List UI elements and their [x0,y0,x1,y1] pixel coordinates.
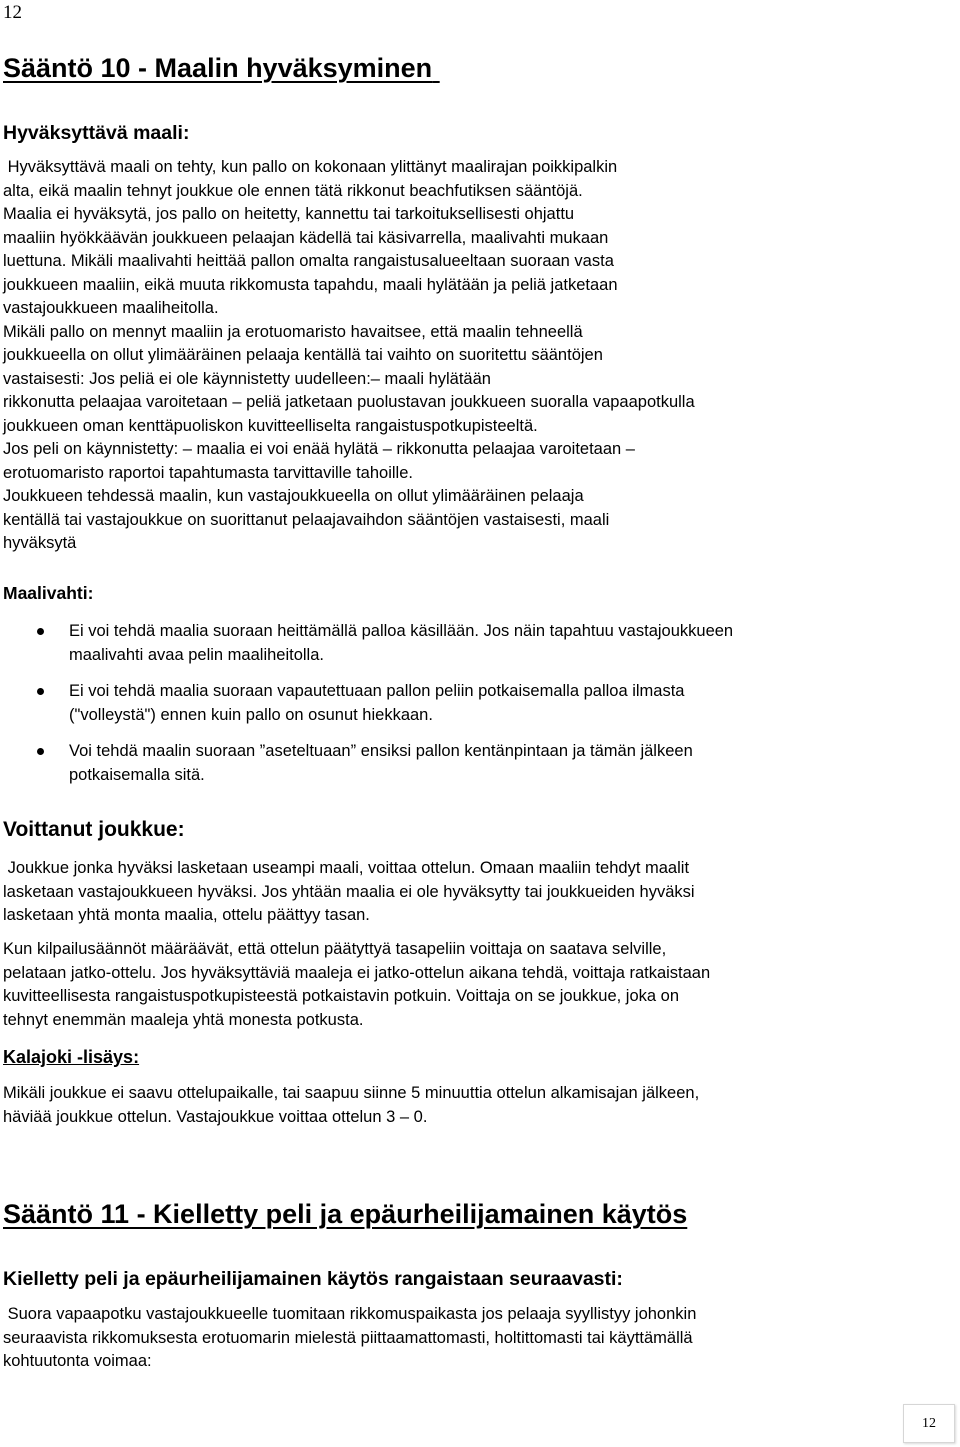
text-line: Suora vapaapotku vastajoukkueelle tuomitaan rikkomuspaikasta jos pelaaja syyllistyy johonkin [3,1305,697,1323]
acceptable-goal-text [3,156,933,556]
list-item [3,679,933,727]
goalkeeper-list [3,619,933,787]
text-line: vastaisesti: Jos peliä ei ole käynnistetty uudelleen:– maali hylätään [3,369,491,388]
list-item-line: Ei voi tehdä maalia suoraan heittämällä palloa käsillään. Jos näin tapahtuu vastajoukkueen [69,622,734,640]
page-number-box: 12 [903,1404,955,1443]
winner-paragraph-2 [3,938,933,1032]
text-line: seuraavista rikkomuksesta erotuomarin mielestä piittaamattomasti, holtittomasti tai käyttämällä [3,1328,693,1347]
list-item [3,739,933,787]
text-line: Joukkueen tehdessä maalin, kun vastajoukkueella on ollut ylimääräinen pelaaja [3,487,584,505]
text-line: joukkueen maaliin, eikä muuta rikkomusta tapahdu, maali hylätään ja peliä jatketaan [3,275,618,294]
text-line: joukkueella on ollut ylimääräinen pelaaja kentällä tai vaihto on suoritettu sääntöjen [3,346,603,364]
list-item-line: Ei voi tehdä maalia suoraan vapautettuaan pallon peliin potkaisemalla palloa ilmasta [69,682,685,700]
bullet-icon [37,748,44,755]
goalkeeper-heading: Maalivahti: [3,583,94,603]
bullet-icon [37,628,44,635]
winner-heading: Voittanut joukkue: [3,818,185,841]
text-line: rikkonutta pelaajaa varoitetaan – peliä jatketaan puolustavan joukkueen suoralla vapaapotkulla [3,393,695,411]
text-line: alta, eikä maalin tehnyt joukkue ole ennen tätä rikkonut beachfutiksen sääntöjä. [3,181,583,200]
text-line: häviää joukkue ottelun. Vastajoukkue voittaa ottelun 3 – 0. [3,1107,428,1126]
acceptable-goal-heading: Hyväksyttävä maali: [3,122,190,144]
winner-paragraph-1 [3,857,933,928]
text-line: Joukkue jonka hyväksi lasketaan useampi maali, voittaa ottelun. Omaan maaliin tehdyt maalit [3,859,690,877]
goalkeeper-section [3,581,933,605]
text-line: Mikäli pallo on mennyt maaliin ja erotuomaristo havaitsee, että maalin tehneellä [3,322,583,341]
text-line: luettuna. Mikäli maalivahti heittää pallon omalta rangaistusalueeltaan suoraan vasta [3,252,614,270]
text-line: lasketaan vastajoukkueen hyväksi. Jos yhtään maalia ei ole hyväksytty tai joukkueiden hyväksi [3,882,695,901]
page-number-top: 12 [3,2,22,23]
text-line: Kun kilpailusäännöt määräävät, että ottelun päätyttyä tasapeliin voittaja on saatava selville, [3,940,667,958]
text-line: lasketaan yhtä monta maalia, ottelu päättyy tasan. [3,906,370,924]
rule-11-heading: Kielletty peli ja epäurheilijamainen käytös rangaistaan seuraavasti: [3,1268,623,1290]
list-item [3,619,933,667]
text-line: kuvitteellisesta rangaistuspotkupisteestä potkaistavin potkuin. Voittaja on se joukkue, joka on [3,987,679,1005]
list-item-line: ("volleystä") ennen kuin pallo on osunut hiekkaan. [69,706,433,724]
rule-11-title: Sääntö 11 - Kielletty peli ja epäurheilijamainen käytös [3,1199,688,1229]
list-item-line: potkaisemalla sitä. [69,766,205,784]
text-line: vastajoukkueen maaliheitolla. [3,299,219,317]
list-item-line: maalivahti avaa pelin maaliheitolla. [69,646,324,664]
text-line: joukkueen oman kenttäpuoliskon kuvitteelliselta rangaistuspotkupisteeltä. [3,416,538,435]
text-line: erotuomaristo raportoi tapahtumasta tarvittaville tahoille. [3,463,413,482]
text-line: Maalia ei hyväksytä, jos pallo on heitetty, kannettu tai tarkoituksellisesti ohjattu [3,205,575,223]
text-line: Jos peli on käynnistetty: – maalia ei voi enää hylätä – rikkonutta pelaajaa varoitetaan – [3,440,635,458]
list-item-line: Voi tehdä maalin suoraan ”aseteltuaan” ensiksi pallon kentänpintaan ja tämän jälkeen [69,742,693,760]
kalajoki-text [3,1082,933,1129]
kalajoki-heading: Kalajoki -lisäys: [3,1047,140,1067]
text-line: kohtuutonta voimaa: [3,1352,152,1370]
text-line: Hyväksyttävä maali on tehty, kun pallo on kokonaan ylittänyt maalirajan poikkipalkin [3,158,618,176]
bullet-icon [37,688,44,695]
text-line: maaliin hyökkäävän joukkueen pelaajan kädellä tai käsivarrella, maalivahti mukaan [3,228,609,247]
text-line: kentällä tai vastajoukkue on suorittanut pelaajavaihdon sääntöjen vastaisesti, maali [3,510,610,529]
text-line: Mikäli joukkue ei saavu ottelupaikalle, tai saapuu siinne 5 minuuttia ottelun alkamisajan jälkeen, [3,1084,700,1102]
rule-11-section [3,1267,933,1291]
winner-section [3,818,933,842]
rule-11-text [3,1303,933,1374]
kalajoki-section [3,1045,933,1069]
acceptable-goal-section [3,121,933,145]
rule-10-title: Sääntö 10 - Maalin hyväksyminen [3,53,433,83]
text-line: tehnyt enemmän maaleja yhtä monesta potkusta. [3,1010,364,1029]
text-line: pelataan jatko-ottelu. Jos hyväksyttäviä maaleja ei jatko-ottelun aikana tehdä, voittaja ratkaistaan [3,963,711,982]
text-line: hyväksytä [3,534,77,552]
